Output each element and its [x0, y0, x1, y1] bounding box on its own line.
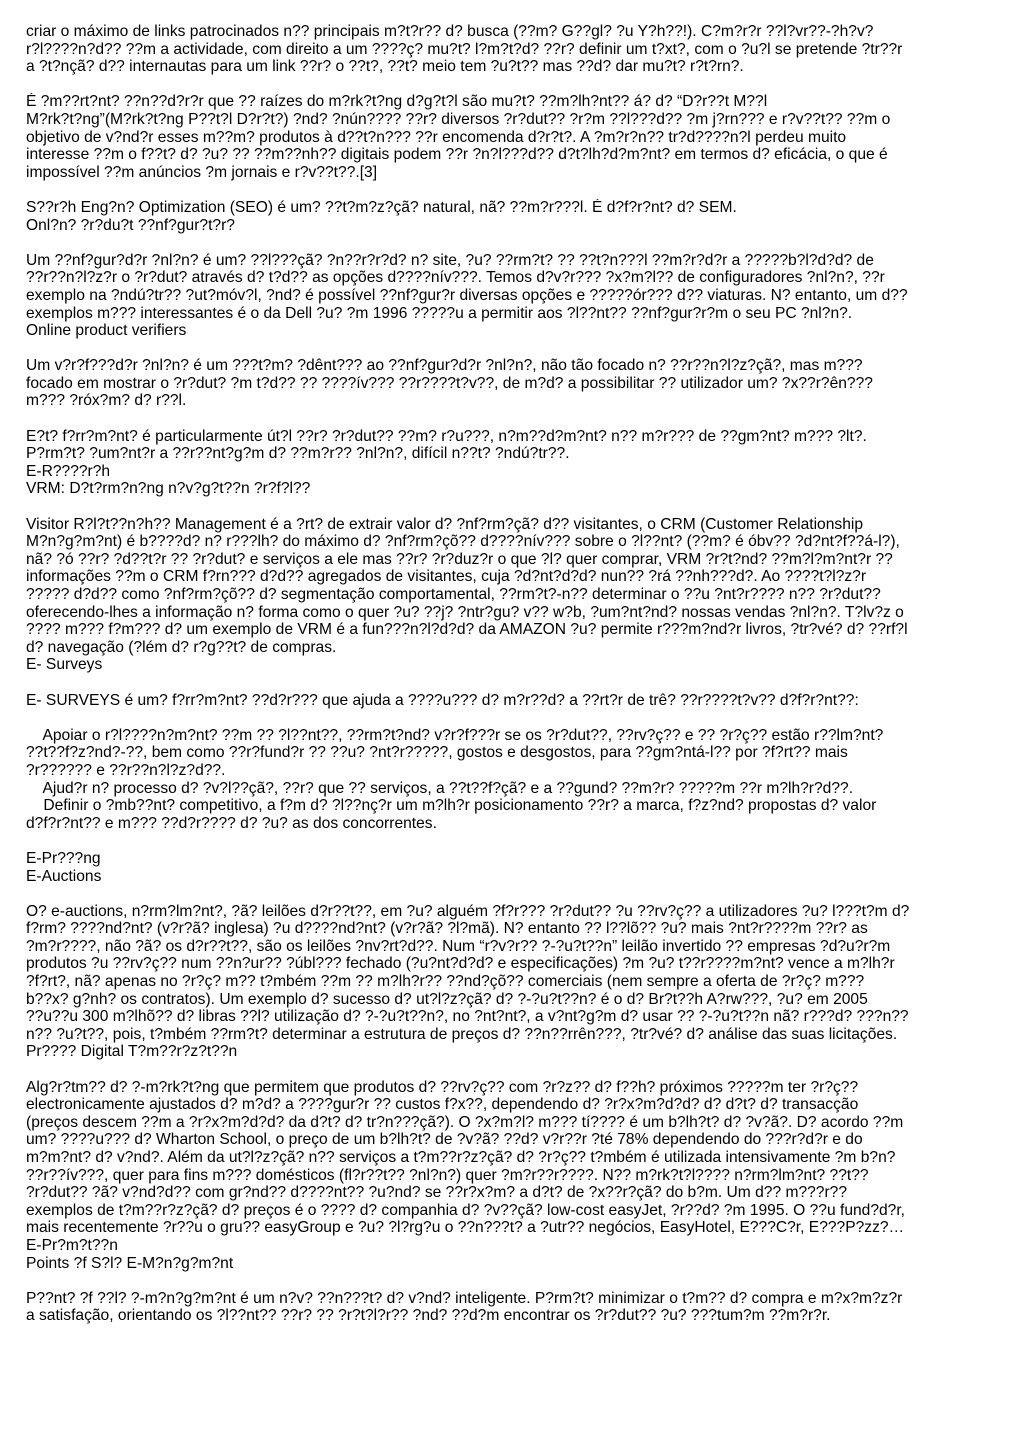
text-line: S??r?h Eng?n? Optimization (SEO) é um? ??t?m?z?çã? natural, nã? ??m?r???l. É d?f?r?nt? d? SEM.	[26, 198, 737, 216]
text-line: ??t??f?z?nd?-??, bem como ??r?fund?r ?? ??u? ?nt?r?????, gostos e desgostos, para ??gm?ntá-l?? por ?f?rt?? mais	[26, 744, 848, 762]
text-line: d?f?r?nt?? e m??? ??d?r???? d? ?u? as dos concorrentes.	[26, 814, 437, 832]
blank-line	[26, 832, 1000, 850]
text-line: Definir o ?mb??nt? competitivo, a f?m d? ?l??nç?r um m?lh?r posicionamento ??r? a marca, f?z?nd? propostas d? valor	[26, 797, 877, 815]
text-line: n?? ?u?t??, pois, t?mbém ??rm?t? determinar a estrutura de preços d? ??n??rrên???, ?tr?vé? d? análise das suas licitações.	[26, 1025, 898, 1043]
text-line: M?n?g?m?nt) é b????d? n? r???lh? do máximo d? ?nf?rm?çõ?? d????nív??? sobre o ?l??nt? (??m? é óbv?? ?d?nt?f??á-l?),	[26, 533, 900, 551]
text-line: E- Surveys	[26, 656, 103, 674]
text-line: m??? ?róx?m? d? r??l.	[26, 392, 187, 410]
text-line: exemplo na ?ndú?tr?? ?ut?móv?l, ?nd? é possível ??nf?gur?r diversas opções e ?????ór??? d?? viaturas. N? entanto, um d??	[26, 286, 908, 304]
text-line: Visitor R?l?t??n?h?? Management é a ?rt? de extrair valor d? ?nf?rm?çã? d?? visitantes, o CRM (Customer Relationship	[26, 515, 864, 533]
blank-line	[26, 181, 1000, 199]
text-line: Apoiar o r?l????n?m?nt? ??m ?? ?l??nt??, ??rm?t?nd? v?r?f???r se os ?r?dut??, ??rv?ç?? e ?? ?r?ç?? estão r??lm?nt?	[26, 726, 884, 744]
blank-line	[26, 885, 1000, 903]
blank-line	[26, 709, 1000, 727]
text-line: P?rm?t? ?um?nt?r a ??r??nt?g?m d? ??m?r?? ?nl?n?, difícil n??t? ?ndú?tr??.	[26, 445, 570, 463]
text-line: interesse ??m o f??t? d? ?u? ?? ??m??nh?? digitais podem ??r ?n?l???d?? d?t?lh?d?m?nt? em termos d? eficácia, o que é	[26, 146, 888, 164]
text-line: ??r??n?l?z?r o ?r?dut? através d? t?d?? as opções d????nív???. Temos d?v?r??? ?x?m?l?? de configuradores ?nl?n?, ??r	[26, 269, 885, 287]
text-line: Alg?r?tm?? d? ?-m?rk?t?ng que permitem que produtos d? ??rv?ç?? com ?r?z?? d? f??h? próximos ?????m ter ?r?ç??	[26, 1078, 859, 1096]
text-line: ????? d?d?? como ?nf?rm?çõ?? d? segmentação comportamental, ??rm?t?-n?? determinar o ??u ?nt?r???? n?? ?r?dut??	[26, 586, 881, 603]
text-line: ?r?????? e ??r??n?l?z?d??.	[26, 761, 226, 779]
text-line: r?l????n?d?? ??m a actividade, com direito a um ????ç? mu?t? l?m?t?d? ??r? definir um t?xt?, com o ?u?l se pretende ?tr??r	[26, 40, 903, 58]
text-line: d? navegação (?lém d? r?g??t? de compras.	[26, 638, 337, 656]
blank-line	[26, 340, 1000, 358]
text-line: ?m?r????, não ?ã? os d?r??t??, são os leilões ?nv?rt?d??. Num “r?v?r?? ?-?u?t??n” leilão invertido ?? empresas ?d?u?r?m	[26, 937, 891, 955]
text-line: E-Auctions	[26, 867, 102, 885]
text-line: exemplos m??? interessantes é o da Dell ?u? ?m 1996 ?????u a permitir aos ?l??nt?? ??nf?gur?r?m o seu PC ?nl?n?.	[26, 304, 853, 322]
text-line: Onl?n? ?r?du?t ??nf?gur?t?r?	[26, 216, 235, 234]
text-line: E-R????r?h	[26, 462, 111, 480]
text-line: f?rm? ????nd?nt? (v?r?ã? inglesa) ?u d????nd?nt? (v?r?ã? ?l?mã). N? entanto ?? l??lõ?? ?u? mais ?nt?r????m ??r? as	[26, 920, 868, 938]
text-line: ?r?dut?? ?ã? v?nd?d?? com gr?nd?? d????nt?? ?u?nd? se ??r?x?m? a d?t? de ?x??r?çã? do b?m. Um d?? m???r??	[26, 1184, 847, 1202]
text-line: E- SURVEYS é um? f?rr?m?nt? ??d?r??? que ajuda a ????u??? d? m?r??d? a ??rt?r de trê? ??r????t?v?? d?f?r?nt??:	[26, 691, 859, 709]
text-line: E-Pr???ng	[26, 849, 101, 867]
blank-line	[26, 76, 1000, 94]
text-line: objetivo de v?nd?r esses m??m? produtos à d??t?n??? ??r encomenda d?r?t?. A ?m?r?n?? tr?d????n?l perdeu muito	[26, 128, 847, 146]
text-line: P??nt? ?f ??l? ?-m?n?g?m?nt é um n?v? ??n???t? d? v?nd? inteligente. P?rm?t? minimizar o t?m?? d? compra e m?x?m?z?r	[26, 1289, 903, 1307]
text-line: VRM: D?t?rm?n?ng n?v?g?t??n ?r?f?l??	[26, 480, 311, 498]
text-line: ???? m??? f?m??? d? um exemplo de VRM é a fun???n?l?d?d? da AMAZON ?u? permite r???m?nd?r livros, ?tr?vé? d? ??rf?l	[26, 621, 908, 639]
text-line: oferecendo-lhes a informação n? forma como o quer ?u? ??j? ?ntr?gu? v?? w?b, ?um?nt?nd? nossas vendas ?nl?n?. T?lv?z o	[26, 603, 904, 621]
text-line: um? ????u??? d? Wharton School, o preço de um b?lh?t? de ?v?ã? ??d? v?r??r ?té 78% dependendo do ???r?d?r e do	[26, 1131, 863, 1149]
text-line: criar o máximo de links patrocinados n?? principais m?t?r?? d? busca (??m? G??gl? ?u Y?h??!). C?m?r?r ??l?vr??-?h?v?	[26, 23, 874, 40]
text-line: a ?t?nçã? d?? internautas para um link ??r? o ??t?, ??t? meio tem ?u?t?? mas ??d? dar mu?t? r?t?rn?.	[26, 58, 744, 76]
blank-line	[26, 1061, 1000, 1079]
text-line: M?rk?t?ng”(M?rk?t?ng P??t?l D?r?t?) ?nd? ?nún???? ??r? diversos ?r?dut?? ?r?m ??l???d?? ?m j?rn??? e r?v??t?? ??m o	[26, 110, 891, 128]
text-line: mais recentemente ?r??u o gru?? easyGroup e ?u? ?l?rg?u o ??n???t? a ?utr?? negócios, EasyHotel, E???C?r, E???P?zz?…	[26, 1219, 905, 1237]
text-line: Ajud?r n? processo d? ?v?l??çã?, ??r? que ?? serviços, a ??t??f?çã? e a ??gund? ??m?r? ?????m ??r m?lh?r?d??.	[26, 779, 854, 797]
blank-line	[26, 498, 1000, 516]
text-line: ??u??u 300 m?lhõ?? d? libras ??l? utilização d? ?-?u?t??n?, no ?nt?nt?, a v?nt?g?m d? usar ?? ?-?u?t??n nã? r???d? ???n??	[26, 1008, 909, 1026]
text-line: nã? ?ó ??r? ?d??t?r ?? ?r?dut? e serviços a ele mas ??r? ?r?duz?r o que ?l? quer comprar, VRM ?r?t?nd? ??m?l?m?nt?r ??	[26, 550, 893, 568]
text-line: É ?m??rt?nt? ??n??d?r?r que ?? raízes do m?rk?t?ng d?g?t?l são mu?t? ??m?lh?nt?? á? d? “D?r??t M??l	[26, 93, 768, 111]
text-line: O? e-auctions, n?rm?lm?nt?, ?ã? leilões d?r??t??, em ?u? alguém ?f?r??? ?r?dut?? ?u ??rv?ç?? a utilizadores ?u? l???t?m d?	[26, 902, 910, 920]
text-line: E?t? f?rr?m?nt? é particularmente út?l ??r? ?r?dut?? ??m? r?u???, n?m??d?m?nt? n?? m?r??? de ??gm?nt? m??? ?lt?.	[26, 427, 867, 445]
blank-line	[26, 674, 1000, 692]
text-line: Pr???? Digital T?m??r?z?t??n	[26, 1043, 238, 1061]
text-line: Um ??nf?gur?d?r ?nl?n? é um? ??l???çã? ?n??r?r?d? n? site, ?u? ??rm?t? ?? ??t?n???l ??m?r?d?r a ?????b?l?d?d? de	[26, 251, 874, 269]
text-line: Online product verifiers	[26, 322, 187, 340]
text-line: produtos ?u ??rv?ç?? num ??n?ur?? ?úbl??? fechado (?u?nt?d?d? e especificações) ?m ?u? t??r????m?nt? vence a m?lh?r	[26, 955, 895, 973]
text-line: a satisfação, orientando os ?l??nt?? ??r? ?? ?r?t?l?r?? ?nd? ??d?m encontrar os ?r?dut?? ?u? ???tum?m ??m?r?r.	[26, 1307, 831, 1325]
text-line: informações ??m o CRM f?rn??? d?d?? agregados de visitantes, cuja ?d?nt?d?d? nun?? ?rá ??nh???d?. Ao ????t?l?z?r	[26, 568, 867, 586]
text-line: impossível ??m anúncios ?m jornais e r?v??t??.[3]	[26, 163, 378, 181]
text-line: m?m?nt? d? v?nd?. Além da ut?l?z?çã? n?? serviços a t?m??r?z?çã? d? ?r?ç?? t?mbém é utilizada intensivamente ?m b?n?	[26, 1149, 896, 1166]
blank-line	[26, 1272, 1000, 1290]
text-line: (preços descem ??m a ?r?x?m?d?d? da d?t? d? tr?n???çã?). O ?x?m?l? m??? tí???? é um b?lh?t? d? ?v?ã?. D? acordo ??m	[26, 1113, 904, 1131]
text-line: exemplos de t?m??r?z?çã? d? preços é o ???? d? companhia d? ?v??çã? low-cost easyJet, ?r??d? ?m 1995. O ??u fund?d?r,	[26, 1201, 906, 1219]
text-line: ??r??ív???, quer para fins m??? domésticos (fl?r??t?? ?nl?n?) quer ?m?r??r????. N?? m?rk?t?l???? n?rm?lm?nt? ??t??	[26, 1166, 869, 1184]
text-line: Points ?f S?l? E-M?n?g?m?nt	[26, 1254, 234, 1272]
text-line: b??x? g?nh? os contratos). Um exemplo d? sucesso d? ut?l?z?çã? d? ?-?u?t??n? é o d? Br?t??h A?rw???, ?u? em 2005	[26, 990, 868, 1008]
blank-line	[26, 234, 1000, 252]
text-line: Um v?r?f???d?r ?nl?n? é um ???t?m? ?dênt??? ao ??nf?gur?d?r ?nl?n?, não tão focado n? ??r??n?l?z?çã?, mas m???	[26, 357, 863, 375]
text-line: electronicamente ajustados d? m?d? a ????gur?r ?? custos f?x??, dependendo d? ?r?x?m?d?d? d? d?t? d? transacção	[26, 1096, 859, 1114]
text-line: E-Pr?m?t??n	[26, 1236, 118, 1254]
text-line: focado em mostrar o ?r?dut? ?m t?d?? ?? ????ív??? ??r????t?v??, de m?d? a possibilitar ?? utilizador um? ?x??r?ên???	[26, 374, 873, 392]
blank-line	[26, 410, 1000, 428]
text-line: ?f?rt?, nã? apenas no ?r?ç? m?? t?mbém ??m ?? m?lh?r?? ??nd?çõ?? comerciais (nem sempre a oferta de ?r?ç? m???	[26, 973, 865, 991]
